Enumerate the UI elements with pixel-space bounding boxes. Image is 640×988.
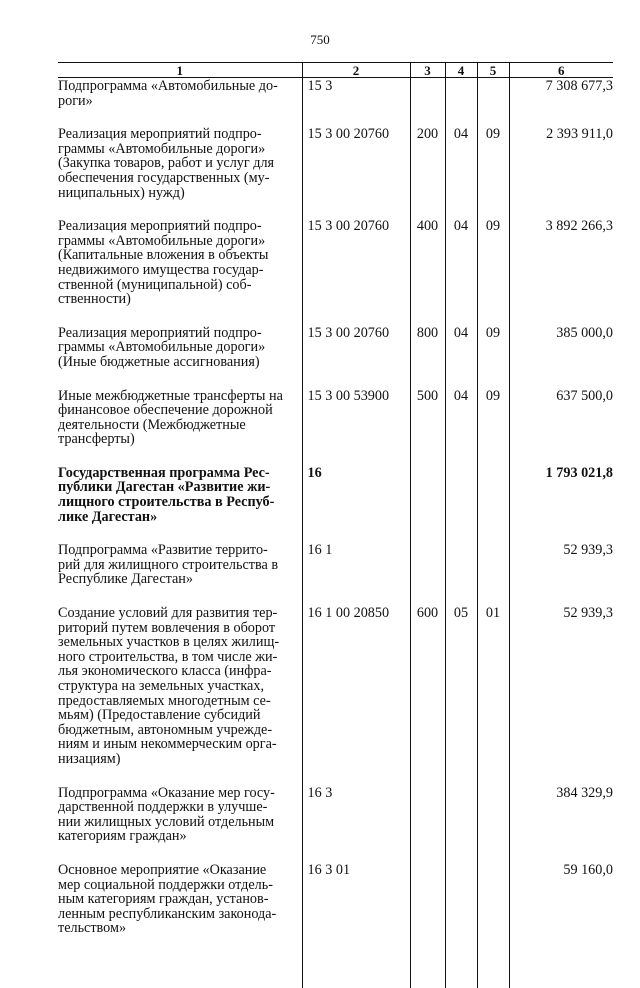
spacer-cell <box>477 936 509 988</box>
header-col-2: 2 <box>302 63 410 78</box>
spacer-cell <box>302 108 410 126</box>
row-rz-cell: 04 <box>445 325 477 370</box>
spacer-cell <box>509 307 613 325</box>
row-vr-cell <box>410 78 445 109</box>
spacer-cell <box>410 587 445 605</box>
spacer-cell <box>410 447 445 465</box>
spacer-cell <box>509 200 613 218</box>
row-code-cell: 15 3 00 20760 <box>302 218 410 307</box>
table-row <box>58 605 613 767</box>
header-col-4: 4 <box>445 63 477 78</box>
row-sum-cell: 2 393 911,0 <box>509 126 613 200</box>
spacer-cell <box>58 844 302 862</box>
row-spacer <box>58 200 613 218</box>
row-spacer <box>58 307 613 325</box>
spacer-cell <box>477 587 509 605</box>
spacer-cell <box>477 447 509 465</box>
spacer-cell <box>445 936 477 988</box>
header-col-6: 6 <box>509 63 613 78</box>
spacer-cell <box>410 307 445 325</box>
row-vr-cell <box>410 465 445 524</box>
header-col-3: 3 <box>410 63 445 78</box>
spacer-cell <box>58 936 302 988</box>
spacer-cell <box>509 767 613 785</box>
spacer-cell <box>477 108 509 126</box>
row-sum-cell: 7 308 677,3 <box>509 78 613 109</box>
spacer-cell <box>445 447 477 465</box>
spacer-cell <box>445 767 477 785</box>
row-name-cell: Реализация мероприятий подпро- граммы «Автомобильные дороги» (Иные бюджетные ассигнования) <box>58 324 266 370</box>
row-spacer <box>58 844 613 862</box>
row-name-cell: Основное мероприятие «Оказание мер социальной поддержки отдель- ным категориям граждан, установ- ленным республиканским законода- тельством» <box>58 861 277 936</box>
spacer-cell <box>302 370 410 388</box>
row-spacer <box>58 370 613 388</box>
spacer-cell <box>58 447 302 465</box>
row-code-cell: 16 3 <box>302 785 410 844</box>
row-sum-cell: 52 939,3 <box>509 605 613 767</box>
table-row <box>58 465 613 524</box>
spacer-cell <box>58 307 302 325</box>
spacer-cell <box>509 936 613 988</box>
spacer-cell <box>58 370 302 388</box>
spacer-cell <box>509 524 613 542</box>
spacer-cell <box>410 200 445 218</box>
spacer-cell <box>302 307 410 325</box>
table-row <box>58 126 613 200</box>
spacer-cell <box>410 370 445 388</box>
row-name-cell: Создание условий для развития тер- риторий путем вовлечения в оборот земельных участков в целях жилищ- ного строительства, в том числе жи- лья экономического класса (инфра- структура на земельных участках, предоставляемых многодетным се- мьям) (Предоставление субсидий бюджетным, автономным учрежде- ниям и иным некоммерческим орга- низациям) <box>58 605 280 767</box>
spacer-cell <box>58 200 302 218</box>
table-row <box>58 78 613 109</box>
spacer-cell <box>302 844 410 862</box>
row-rz-cell <box>445 78 477 109</box>
row-vr-cell: 800 <box>410 325 445 370</box>
row-spacer <box>58 767 613 785</box>
table-header-row <box>58 63 613 78</box>
row-vr-cell <box>410 785 445 844</box>
spacer-cell <box>445 108 477 126</box>
spacer-cell <box>410 767 445 785</box>
row-sum-cell: 385 000,0 <box>509 325 613 370</box>
budget-table <box>58 62 613 988</box>
row-spacer <box>58 587 613 605</box>
row-pr-cell <box>477 862 509 936</box>
row-rz-cell: 04 <box>445 126 477 200</box>
row-sum-cell: 1 793 021,8 <box>509 465 613 524</box>
row-code-cell: 16 1 <box>302 542 410 587</box>
row-sum-cell: 384 329,9 <box>509 785 613 844</box>
spacer-cell <box>302 200 410 218</box>
row-sum-cell: 637 500,0 <box>509 388 613 447</box>
row-code-cell: 15 3 <box>302 78 410 109</box>
row-name-cell: Государственная программа Рес- публики Дагестан «Развитие жи- лищного строительства в Респуб- лике Дагестан» <box>58 464 275 525</box>
spacer-cell <box>445 200 477 218</box>
row-pr-cell <box>477 542 509 587</box>
table-row <box>58 862 613 936</box>
row-name-cell: Подпрограмма «Развитие террито- рий для жилищного строительства в Республике Дагестан» <box>58 542 279 588</box>
row-rz-cell: 04 <box>445 218 477 307</box>
spacer-cell <box>445 844 477 862</box>
row-code-cell: 16 1 00 20850 <box>302 605 410 767</box>
row-name-cell: Подпрограмма «Оказание мер госу- дарственной поддержки в улучше- нии жилищных условий отдельным категориям граждан» <box>58 784 275 844</box>
spacer-cell <box>445 524 477 542</box>
spacer-cell <box>410 524 445 542</box>
spacer-cell <box>509 370 613 388</box>
row-rz-cell <box>445 465 477 524</box>
row-pr-cell: 09 <box>477 126 509 200</box>
row-vr-cell <box>410 862 445 936</box>
row-vr-cell: 400 <box>410 218 445 307</box>
row-name-cell: Реализация мероприятий подпро- граммы «Автомобильные дороги» (Капитальные вложения в объекты недвижимого имущества государ- ственной (муниципальной) соб- ственности) <box>58 218 269 307</box>
row-rz-cell: 05 <box>445 605 477 767</box>
spacer-cell <box>509 844 613 862</box>
row-rz-cell <box>445 542 477 587</box>
spacer-cell <box>445 587 477 605</box>
table-row <box>58 542 613 587</box>
row-name-cell: Реализация мероприятий подпро- граммы «Автомобильные дороги» (Закупка товаров, работ и услуг для обеспечения государственных (му- ниципальных) нужд) <box>58 126 275 201</box>
spacer-cell <box>58 767 302 785</box>
row-pr-cell <box>477 785 509 844</box>
row-spacer <box>58 447 613 465</box>
row-rz-cell: 04 <box>445 388 477 447</box>
spacer-cell <box>58 108 302 126</box>
spacer-cell <box>302 587 410 605</box>
row-sum-cell: 52 939,3 <box>509 542 613 587</box>
row-spacer <box>58 524 613 542</box>
row-code-cell: 16 3 01 <box>302 862 410 936</box>
spacer-cell <box>302 936 410 988</box>
row-pr-cell: 01 <box>477 605 509 767</box>
spacer-cell <box>509 587 613 605</box>
row-pr-cell: 09 <box>477 325 509 370</box>
row-pr-cell: 09 <box>477 388 509 447</box>
row-pr-cell: 09 <box>477 218 509 307</box>
table-row <box>58 388 613 447</box>
spacer-cell <box>509 447 613 465</box>
row-code-cell: 15 3 00 53900 <box>302 388 410 447</box>
spacer-cell <box>509 108 613 126</box>
spacer-cell <box>445 307 477 325</box>
row-vr-cell <box>410 542 445 587</box>
spacer-cell <box>410 844 445 862</box>
spacer-cell <box>477 767 509 785</box>
row-sum-cell: 59 160,0 <box>509 862 613 936</box>
spacer-cell <box>477 370 509 388</box>
row-sum-cell: 3 892 266,3 <box>509 218 613 307</box>
table-body <box>58 78 613 988</box>
row-vr-cell: 200 <box>410 126 445 200</box>
spacer-cell <box>302 524 410 542</box>
spacer-cell <box>302 447 410 465</box>
table-row <box>58 325 613 370</box>
table-row <box>58 785 613 844</box>
row-rz-cell <box>445 785 477 844</box>
row-code-cell: 15 3 00 20760 <box>302 325 410 370</box>
spacer-cell <box>58 587 302 605</box>
row-rz-cell <box>445 862 477 936</box>
table-tail <box>58 936 613 988</box>
spacer-cell <box>58 524 302 542</box>
page-number: 750 <box>310 32 330 47</box>
spacer-cell <box>477 844 509 862</box>
row-code-cell: 15 3 00 20760 <box>302 126 410 200</box>
spacer-cell <box>410 936 445 988</box>
spacer-cell <box>477 307 509 325</box>
spacer-cell <box>477 200 509 218</box>
header-col-5: 5 <box>477 63 509 78</box>
spacer-cell <box>477 524 509 542</box>
table-row <box>58 218 613 307</box>
spacer-cell <box>445 370 477 388</box>
row-name-cell: Подпрограмма «Автомобильные до- роги» <box>58 78 278 109</box>
row-spacer <box>58 108 613 126</box>
row-name-cell: Иные межбюджетные трансферты на финансовое обеспечение дорожной деятельности (Межбюджетные трансферты) <box>58 387 283 447</box>
header-col-1: 1 <box>58 63 302 78</box>
spacer-cell <box>302 767 410 785</box>
row-code-cell: 16 <box>302 465 410 524</box>
row-vr-cell: 600 <box>410 605 445 767</box>
row-pr-cell <box>477 465 509 524</box>
row-vr-cell: 500 <box>410 388 445 447</box>
spacer-cell <box>410 108 445 126</box>
row-pr-cell <box>477 78 509 109</box>
